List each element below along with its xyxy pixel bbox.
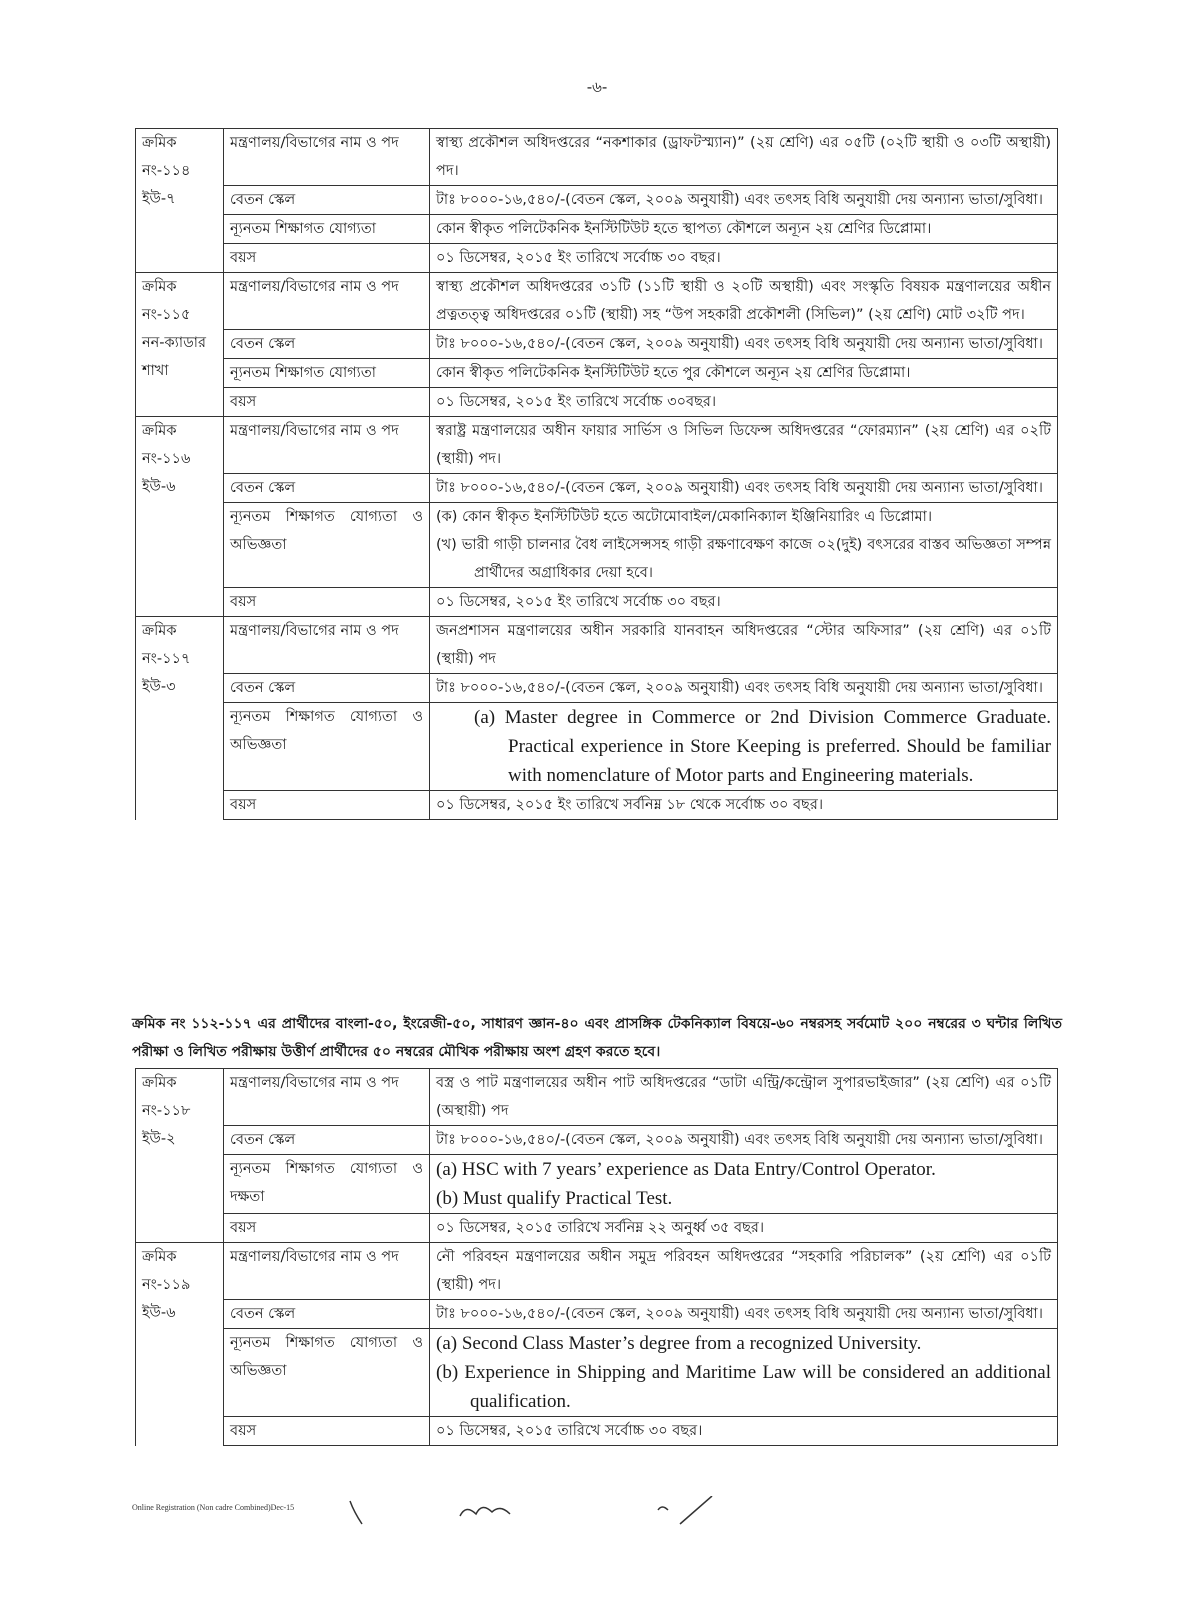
row-label: ন্যূনতম শিক্ষাগত যোগ্যতা ও অভিজ্ঞতা <box>224 1329 430 1417</box>
row-label: মন্ত্রণালয়/বিভাগের নাম ও পদ <box>224 617 430 674</box>
qualification-item-en: (b) Experience in Shipping and Maritime Law will be considered an additional qualification. <box>436 1362 1051 1412</box>
row-label: মন্ত্রণালয়/বিভাগের নাম ও পদ <box>224 1069 430 1126</box>
table-row <box>136 388 1058 417</box>
row-label: ন্যূনতম শিক্ষাগত যোগ্যতা <box>224 359 430 388</box>
row-value: টাঃ ৮০০০-১৬,৫৪০/-(বেতন স্কেল, ২০০৯ অনুযায়ী) এবং তৎসহ বিধি অনুযায়ী দেয় অন্যান্য ভাতা/সুবিধা। <box>430 1300 1058 1329</box>
row-label: বয়স <box>224 1417 430 1446</box>
table-row <box>136 1214 1058 1243</box>
row-label: বয়স <box>224 244 430 273</box>
table-row <box>136 273 1058 330</box>
row-label: বেতন স্কেল <box>224 474 430 503</box>
table-row <box>136 215 1058 244</box>
row-value: টাঃ ৮০০০-১৬,৫৪০/-(বেতন স্কেল, ২০০৯ অনুযায়ী) এবং তৎসহ বিধি অনুযায়ী দেয় অন্যান্য ভাতা/সুবিধা। <box>430 474 1058 503</box>
row-label: বেতন স্কেল <box>224 330 430 359</box>
row-label: মন্ত্রণালয়/বিভাগের নাম ও পদ <box>224 1243 430 1300</box>
table-row <box>136 1243 1058 1300</box>
row-value: টাঃ ৮০০০-১৬,৫৪০/-(বেতন স্কেল, ২০০৯ অনুযায়ী) এবং তৎসহ বিধি অনুযায়ী দেয় অন্যান্য ভাতা/সুবিধা। <box>430 330 1058 359</box>
row-label: মন্ত্রণালয়/বিভাগের নাম ও পদ <box>224 417 430 474</box>
serial-cell: ক্রমিক নং-১১৯ ইউ-৬ <box>136 1243 224 1446</box>
qualification-item-en: (a) HSC with 7 years’ experience as Data Entry/Control Operator. <box>436 1159 936 1180</box>
table-row <box>136 129 1058 186</box>
posts-table-2 <box>135 1068 1058 1446</box>
table-row <box>136 791 1058 820</box>
row-value <box>430 1155 1058 1214</box>
exam-note: ক্রমিক নং ১১২-১১৭ এর প্রার্থীদের বাংলা-৫০, ইংরেজী-৫০, সাধারণ জ্ঞান-৪০ এবং প্রাসঙ্গিক টেকনিক্যাল বিষয়ে-৬০ নম্বরসহ সর্বমোট ২০০ নম্বরের ৩ ঘন্টার লিখিত পরীক্ষা ও লিখিত পরীক্ষায় উত্তীর্ণ প্রার্থীদের ৫০ নম্বরের মৌখিক পরীক্ষায় অংশ গ্রহণ করতে হবে। <box>132 1016 1062 1060</box>
row-value: টাঃ ৮০০০-১৬,৫৪০/-(বেতন স্কেল, ২০০৯ অনুযায়ী) এবং তৎসহ বিধি অনুযায়ী দেয় অন্যান্য ভাতা/সুবিধা। <box>430 674 1058 703</box>
table-row <box>136 617 1058 674</box>
qualification-item-en: (a) Master degree in Commerce or 2nd Division Commerce Graduate. Practical experience in Store Keeping is preferred. Should be familiar with nomenclature of Motor parts and Engineering materials. <box>474 707 1051 786</box>
table-row <box>136 1069 1058 1126</box>
table-row <box>136 417 1058 474</box>
row-value: নৌ পরিবহন মন্ত্রণালয়ের অধীন সমুদ্র পরিবহন অধিদপ্তরের “সহকারি পরিচালক” (২য় শ্রেণি) এর ০১টি (স্থায়ী) পদ। <box>430 1243 1058 1300</box>
table-row <box>136 503 1058 588</box>
qualification-item-en: (b) Must qualify Practical Test. <box>436 1188 673 1209</box>
row-value: ০১ ডিসেম্বর, ২০১৫ ইং তারিখে সর্বোচ্চ ৩০ বছর। <box>430 588 1058 617</box>
row-value: টাঃ ৮০০০-১৬,৫৪০/-(বেতন স্কেল, ২০০৯ অনুযায়ী) এবং তৎসহ বিধি অনুযায়ী দেয় অন্যান্য ভাতা/সুবিধা। <box>430 1126 1058 1155</box>
row-label: ন্যূনতম শিক্ষাগত যোগ্যতা ও অভিজ্ঞতা <box>224 703 430 791</box>
table-row <box>136 244 1058 273</box>
row-value: কোন স্বীকৃত পলিটেকনিক ইনস্টিটিউট হতে স্থাপত্য কৌশলে অন্যূন ২য় শ্রেণির ডিপ্লোমা। <box>430 215 1058 244</box>
row-value <box>430 703 1058 791</box>
row-value: ০১ ডিসেম্বর, ২০১৫ ইং তারিখে সর্বোচ্চ ৩০বছর। <box>430 388 1058 417</box>
row-value <box>430 503 1058 588</box>
table-row <box>136 1155 1058 1214</box>
row-value: ০১ ডিসেম্বর, ২০১৫ ইং তারিখে সর্বোচ্চ ৩০ বছর। <box>430 244 1058 273</box>
table-row <box>136 1329 1058 1417</box>
serial-cell: ক্রমিক নং-১১৮ ইউ-২ <box>136 1069 224 1243</box>
serial-cell: ক্রমিক নং-১১৫ নন-ক্যাডার শাখা <box>136 273 224 417</box>
row-label: বয়স <box>224 388 430 417</box>
footer-note: Online Registration (Non cadre Combined)Dec-15 <box>132 1503 295 1512</box>
table-row <box>136 588 1058 617</box>
row-value: ০১ ডিসেম্বর, ২০১৫ ইং তারিখে সর্বনিম্ন ১৮ থেকে সর্বোচ্চ ৩০ বছর। <box>430 791 1058 820</box>
row-value: স্বাস্থ্য প্রকৌশল অধিদপ্তরের ৩১টি (১১টি স্থায়ী ও ২০টি অস্থায়ী) এবং সংস্কৃতি বিষয়ক মন্ত্রণালয়ের অধীন প্রত্নতত্ত্ব অধিদপ্তরের ০১টি (স্থায়ী) সহ “উপ সহকারী প্রকৌশলী (সিভিল)” (২য় শ্রেণি) মোট ৩২টি পদ। <box>430 273 1058 330</box>
table-row <box>136 474 1058 503</box>
row-label: বেতন স্কেল <box>224 674 430 703</box>
row-label: বেতন স্কেল <box>224 1300 430 1329</box>
row-label: মন্ত্রণালয়/বিভাগের নাম ও পদ <box>224 273 430 330</box>
row-label: বয়স <box>224 588 430 617</box>
table-row <box>136 186 1058 215</box>
table-row <box>136 330 1058 359</box>
row-value: স্বাস্থ্য প্রকৌশল অধিদপ্তরের “নকশাকার (ড্রাফটস্ম্যান)” (২য় শ্রেণি) এর ০৫টি (০২টি স্থায়ী ও ০৩টি অস্থায়ী) পদ। <box>430 129 1058 186</box>
row-value <box>430 1329 1058 1417</box>
table-row <box>136 1126 1058 1155</box>
row-value: কোন স্বীকৃত পলিটেকনিক ইনস্টিটিউট হতে পুর কৌশলে অন্যূন ২য় শ্রেণির ডিপ্লোমা। <box>430 359 1058 388</box>
table-row <box>136 359 1058 388</box>
qualification-item-en: (a) Second Class Master’s degree from a recognized University. <box>436 1333 922 1354</box>
row-label: ন্যূনতম শিক্ষাগত যোগ্যতা ও দক্ষতা <box>224 1155 430 1214</box>
table-row <box>136 1300 1058 1329</box>
row-label: মন্ত্রণালয়/বিভাগের নাম ও পদ <box>224 129 430 186</box>
row-value: স্বরাষ্ট্র মন্ত্রণালয়ের অধীন ফায়ার সার্ভিস ও সিভিল ডিফেন্স অধিদপ্তরের “ফোরম্যান” (২য় শ্রেণি) এর ০২টি (স্থায়ী) পদ। <box>430 417 1058 474</box>
serial-cell: ক্রমিক নং-১১৬ ইউ-৬ <box>136 417 224 617</box>
row-value: বস্ত্র ও পাট মন্ত্রণালয়ের অধীন পাট অধিদপ্তরের “ডাটা এন্ট্রি/কন্ট্রোল সুপারভাইজার” (২য় শ্রেণি) এর ০১টি (অস্থায়ী) পদ <box>430 1069 1058 1126</box>
table-row <box>136 703 1058 791</box>
row-label: ন্যূনতম শিক্ষাগত যোগ্যতা ও অভিজ্ঞতা <box>224 503 430 588</box>
posts-table-1 <box>135 128 1058 820</box>
row-value: ০১ ডিসেম্বর, ২০১৫ তারিখে সর্বোচ্চ ৩০ বছর। <box>430 1417 1058 1446</box>
qualification-item: (ক) কোন স্বীকৃত ইনস্টিটিউট হতে অটোমোবাইল/মেকানিক্যাল ইঞ্জিনিয়ারিং এ ডিপ্লোমা। <box>436 509 933 525</box>
row-label: ন্যূনতম শিক্ষাগত যোগ্যতা <box>224 215 430 244</box>
row-value: টাঃ ৮০০০-১৬,৫৪০/-(বেতন স্কেল, ২০০৯ অনুযায়ী) এবং তৎসহ বিধি অনুযায়ী দেয় অন্যান্য ভাতা/সুবিধা। <box>430 186 1058 215</box>
table-row <box>136 1417 1058 1446</box>
page-number: -৬- <box>586 78 608 96</box>
row-value: ০১ ডিসেম্বর, ২০১৫ তারিখে সর্বনিম্ন ২২ অনুর্ধ্ব ৩৫ বছর। <box>430 1214 1058 1243</box>
table-row <box>136 674 1058 703</box>
row-value: জনপ্রশাসন মন্ত্রণালয়ের অধীন সরকারি যানবাহন অধিদপ্তরের “স্টোর অফিসার” (২য় শ্রেণি) এর ০১টি (স্থায়ী) পদ <box>430 617 1058 674</box>
row-label: বয়স <box>224 791 430 820</box>
serial-cell: ক্রমিক নং-১১৭ ইউ-৩ <box>136 617 224 820</box>
row-label: বয়স <box>224 1214 430 1243</box>
signature-scribble <box>340 1496 740 1526</box>
qualification-item: (খ) ভারী গাড়ী চালনার বৈধ লাইসেন্সসহ গাড়ী রক্ষণাবেক্ষণ কাজে ০২(দুই) বৎসরের বাস্তব অভিজ্ঞতা সম্পন্ন প্রার্থীদের অগ্রাধিকার দেয়া হবে। <box>436 537 1051 581</box>
row-label: বেতন স্কেল <box>224 1126 430 1155</box>
row-label: বেতন স্কেল <box>224 186 430 215</box>
serial-cell: ক্রমিক নং-১১৪ ইউ-৭ <box>136 129 224 273</box>
